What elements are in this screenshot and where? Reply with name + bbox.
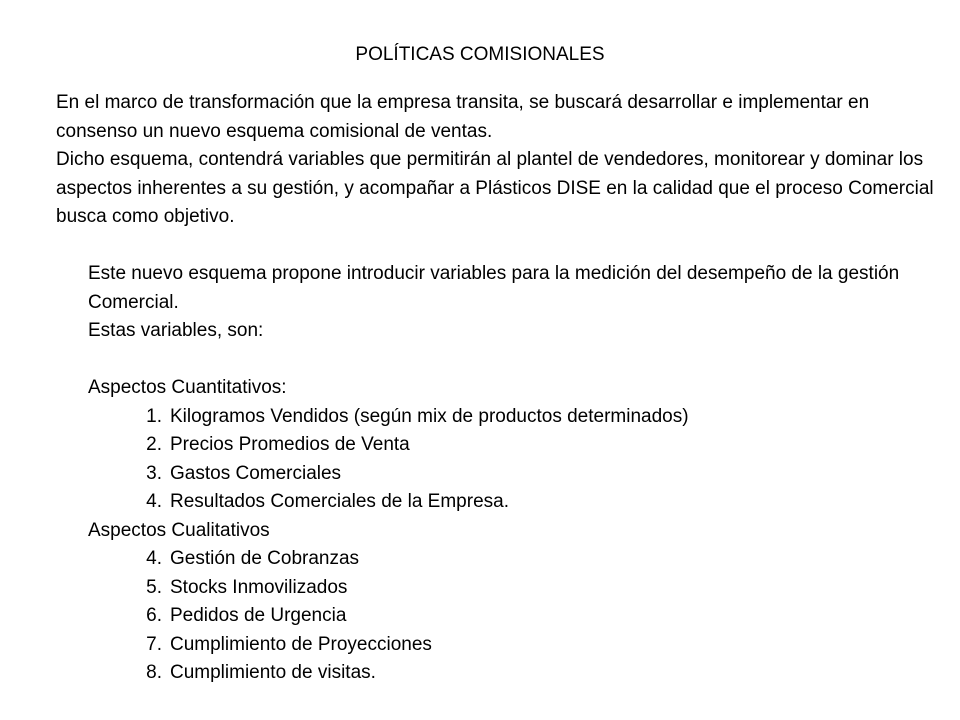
list-item-number: 3. (146, 462, 162, 484)
variables-section (88, 260, 928, 688)
list-item-text: Kilogramos Vendidos (según mix de productos determinados) (170, 405, 689, 427)
list-item (88, 545, 928, 574)
spacer (88, 346, 928, 375)
list-item-number: 4. (146, 491, 162, 512)
list-item-number: 5. (146, 576, 162, 598)
proposal-paragraph: Este nuevo esquema propone introducir variables para la medición del desempeño de la gestión Comercial. (88, 263, 900, 313)
intro-text (56, 89, 936, 232)
list-item (88, 574, 928, 603)
list-item-text: Resultados Comerciales de la Empresa. (170, 491, 509, 512)
list-item-number: 1. (146, 405, 162, 427)
list-item-text: Pedidos de Urgencia (170, 605, 347, 626)
list-item-text: Gestión de Cobranzas (170, 548, 360, 569)
variables-lead: Estas variables, son: (88, 320, 264, 341)
intro-paragraph-1: En el marco de transformación que la empresa transita, se buscará desarrollar e implementar en consenso un nuevo esquema comisional de ventas. (56, 92, 870, 142)
list-item-number: 2. (146, 434, 162, 455)
intro-paragraph-2: Dicho esquema, contendrá variables que permitirán al plantel de vendedores, monitorear y dominar los aspectos inherentes a su gestión, y acompañar a Plásticos DISE en la calidad que el proceso Comercial busca como objetivo. (56, 149, 934, 227)
list-item (88, 403, 928, 432)
list-item (88, 488, 928, 517)
list-item (88, 602, 928, 631)
list-item-text: Gastos Comerciales (170, 462, 342, 484)
list-item-text: Cumplimiento de Proyecciones (170, 633, 432, 655)
list-item-number: 8. (146, 662, 162, 683)
quantitative-list (88, 403, 928, 517)
list-item-number: 7. (146, 633, 162, 655)
list-item (88, 460, 928, 489)
slide-title: POLÍTICAS COMISIONALES (355, 44, 605, 65)
list-item (88, 431, 928, 460)
list-item (88, 631, 928, 660)
qualitative-list (88, 545, 928, 688)
qualitative-heading: Aspectos Cualitativos (88, 519, 270, 541)
list-item (88, 659, 928, 688)
list-item-number: 6. (146, 605, 162, 626)
quantitative-heading: Aspectos Cuantitativos: (88, 377, 287, 398)
list-item-number: 4. (146, 548, 162, 569)
list-item-text: Precios Promedios de Venta (170, 434, 410, 455)
list-item-text: Cumplimiento de visitas. (170, 662, 376, 683)
list-item-text: Stocks Inmovilizados (170, 576, 348, 598)
